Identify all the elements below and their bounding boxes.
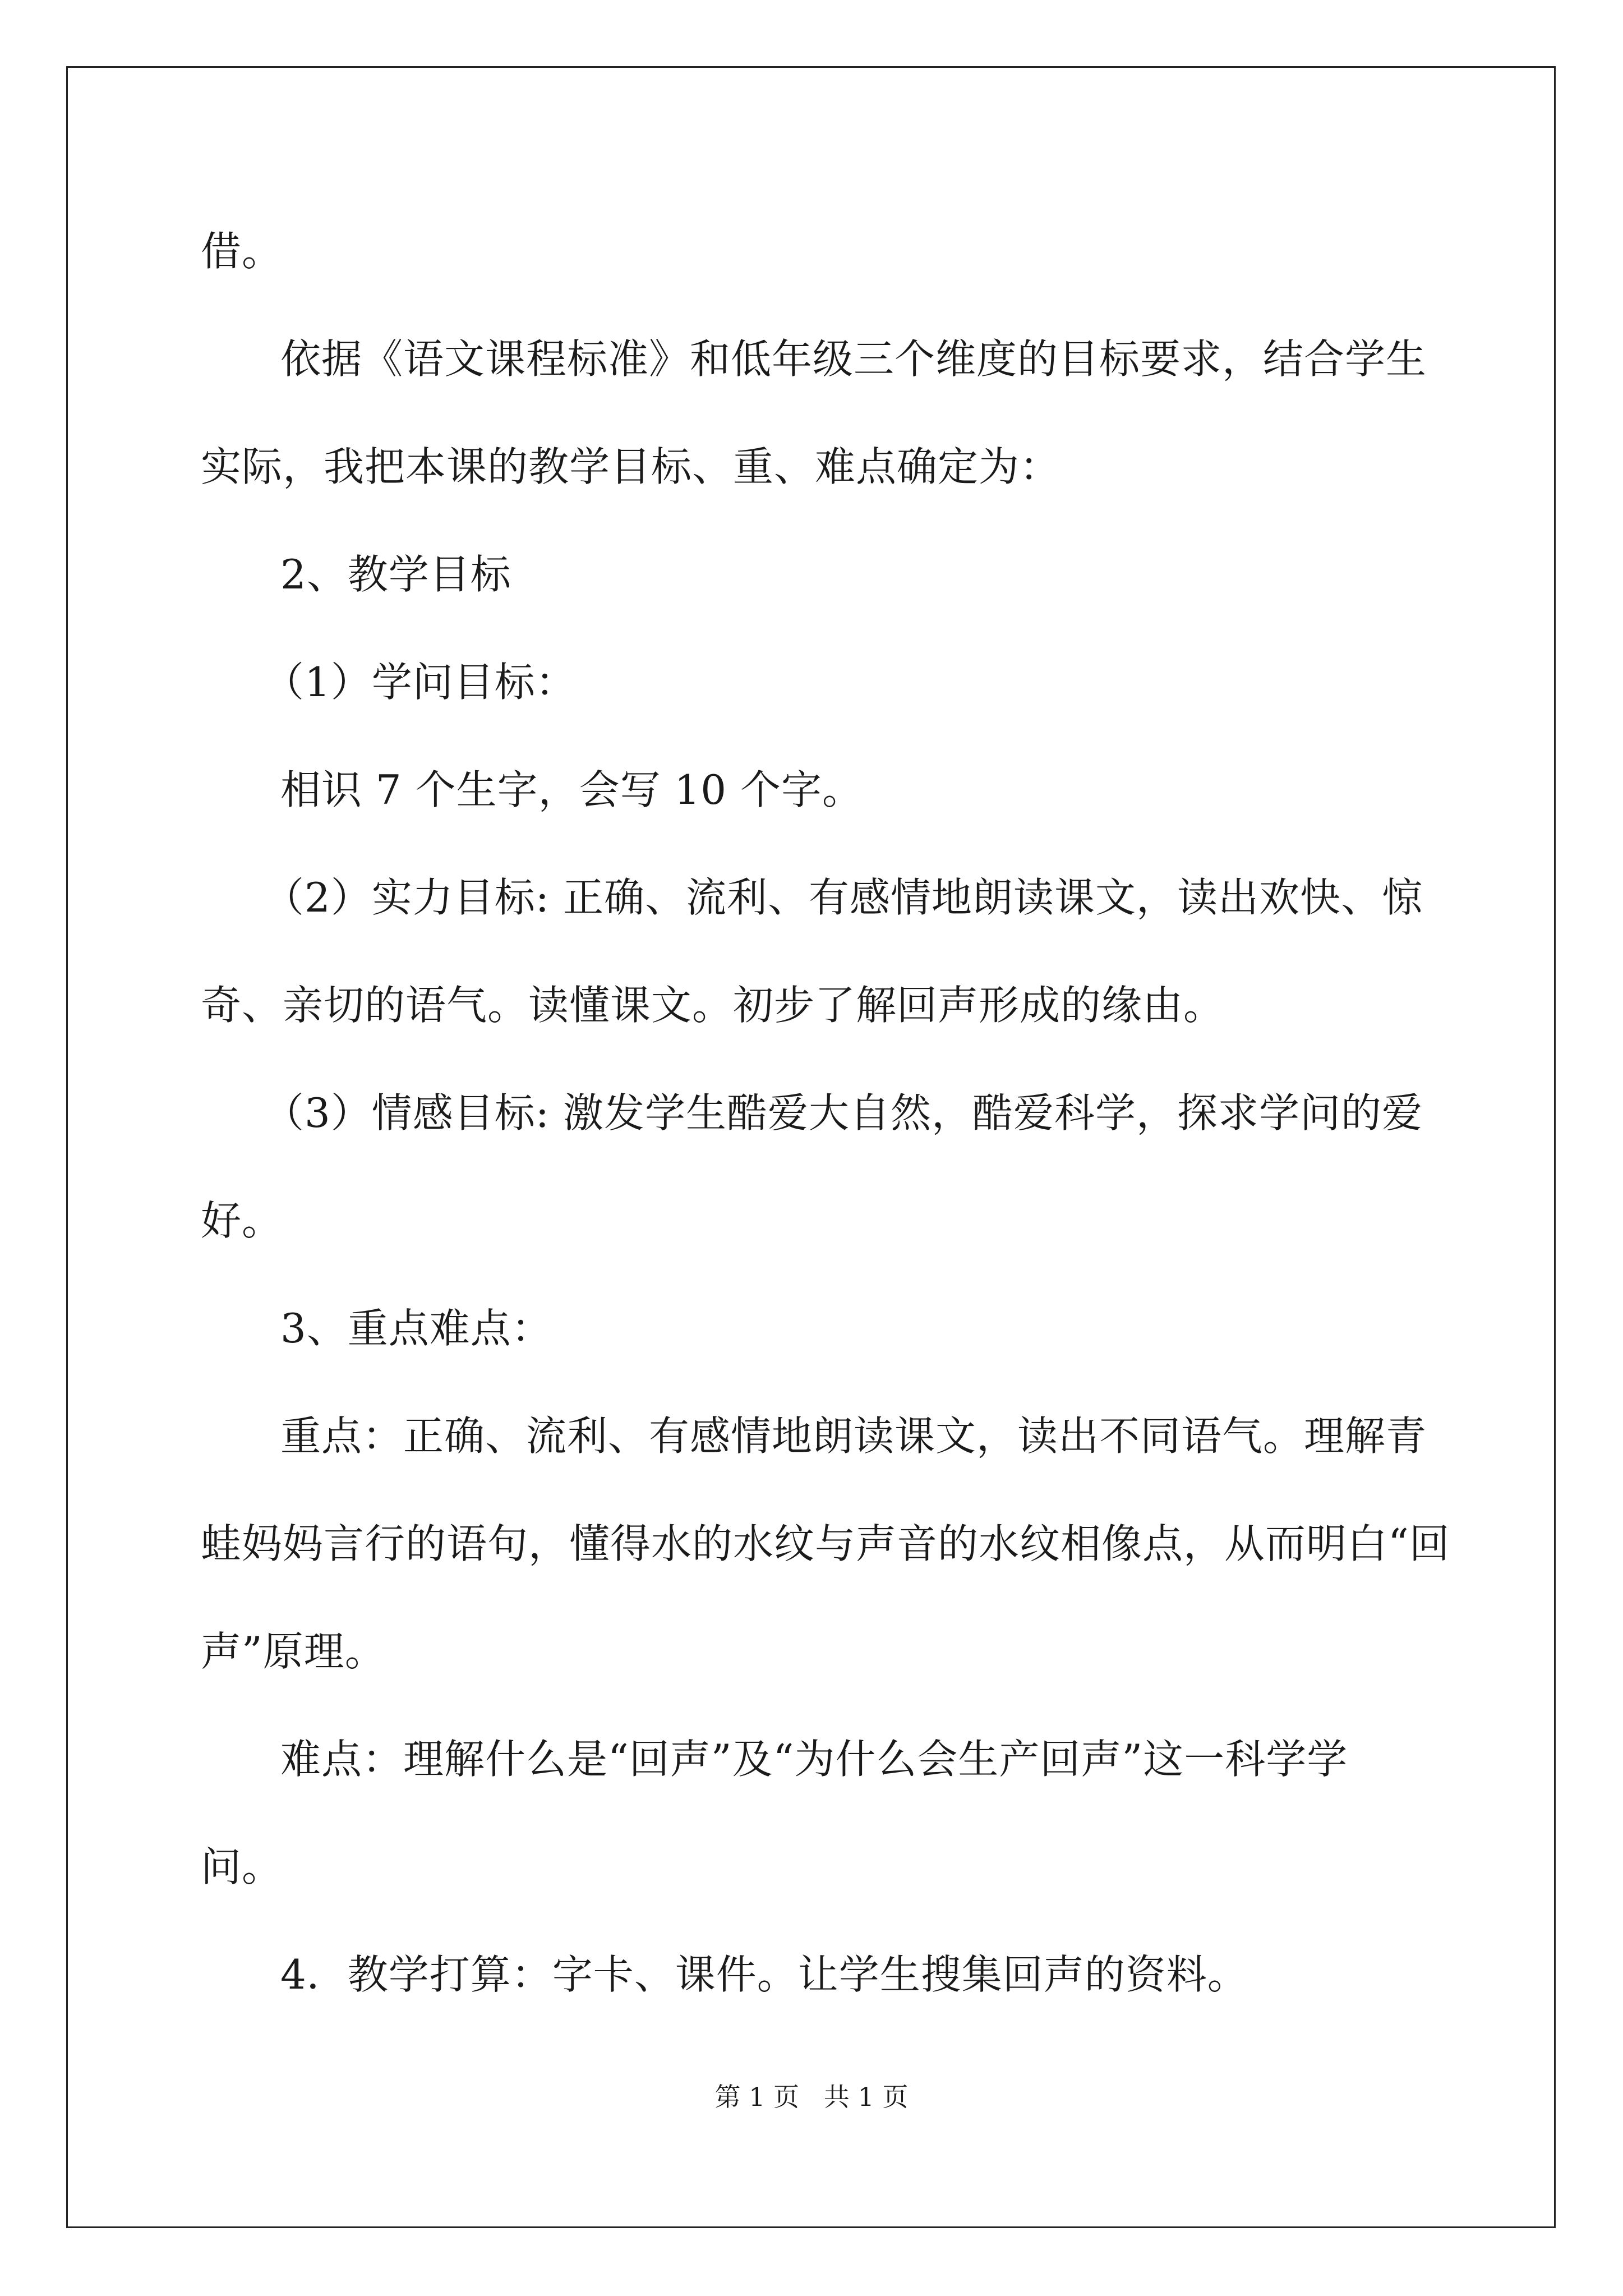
paragraph-line: 难点：理解什么是“回声”及“为什么会生产回声”这一科学学 [280, 1736, 1348, 1783]
page-footer: 第 1 页 共 1 页 [714, 2082, 909, 2112]
paragraph-line: （3）情感目标: 激发学生酷爱大自然，酷爱科学，探求学问的爱 [264, 1089, 1423, 1137]
paragraph-line: 相识 7 个生字，会写 10 个字。 [280, 766, 863, 813]
subsection-heading: （1）学问目标： [264, 659, 577, 706]
section-heading: 2、教学目标 [280, 551, 511, 598]
paragraph-line: 奇、亲切的语气。读懂课文。初步了解回声形成的缘由。 [201, 982, 1225, 1029]
paragraph-line: 借。 [201, 228, 283, 275]
paragraph-line: 好。 [201, 1197, 283, 1244]
page-border [66, 66, 1556, 2228]
paragraph-line: 4．教学打算：字卡、课件。让学生搜集回声的资料。 [280, 1951, 1248, 1998]
paragraph-line: 重点：正确、流利、有感情地朗读课文，读出不同语气。理解青 [280, 1412, 1427, 1460]
paragraph-line: （2）实力目标: 正确、流利、有感情地朗读课文，读出欢快、惊 [264, 874, 1423, 921]
section-heading: 3、重点难点： [280, 1305, 552, 1352]
paragraph-line: 声”原理。 [201, 1628, 386, 1675]
paragraph-line: 问。 [201, 1843, 283, 1890]
paragraph-line: 依据《语文课程标准》和低年级三个维度的目标要求，结合学生 [280, 335, 1427, 383]
paragraph-line: 实际，我把本课的教学目标、重、难点确定为： [201, 443, 1061, 490]
paragraph-line: 蛙妈妈言行的语句，懂得水的水纹与声音的水纹相像点，从而明白“回 [201, 1520, 1450, 1567]
